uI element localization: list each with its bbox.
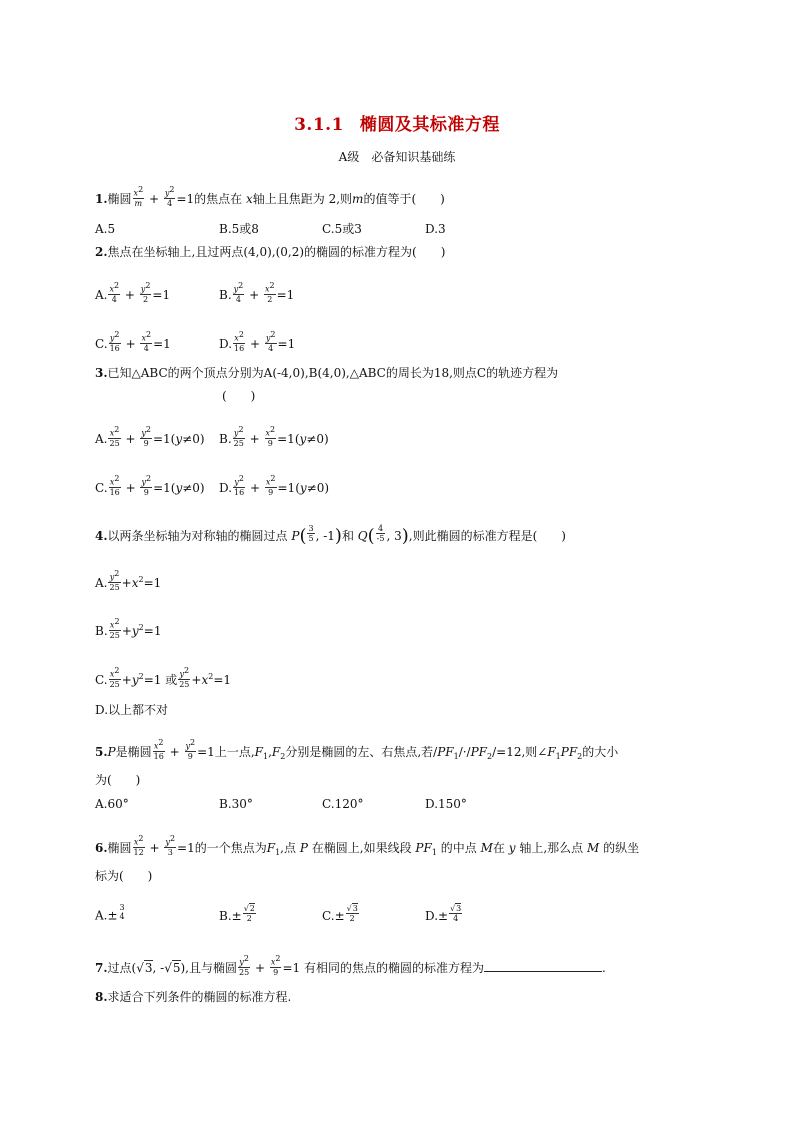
- q1-option-c: C.5或3: [322, 222, 362, 236]
- question-1: 1.椭圆 $\frac{x^2}{m}$ + $\frac{y^2}{4}$ =1的焦点在 x轴上且焦距为 2,则m的值等于( ): [95, 185, 445, 208]
- q4-option-c: C. $\frac{x^2}{25}$ $+y^2=1$ 或 $\frac{y^2}{25}$ $+x^2=1$: [95, 666, 232, 689]
- q5-option-a: A.60°: [95, 797, 129, 811]
- question-4: 4.以两条坐标轴为对称轴的椭圆过点 P( $\frac{3}{5}$ , -1)和 Q( $\frac{4}{-5}$ , 3),则此椭圆的标准方程是( ): [95, 524, 566, 547]
- q2-option-a: A. $\frac{x^2}{4}$ + $\frac{y^2}{2}$ =1: [95, 281, 171, 304]
- question-7: 7.过点(√3, -√5),且与椭圆 $\frac{y^2}{25}$ + $\frac{x^2}{9}$ =1 有相同的焦点的椭圆的标准方程为 .: [95, 954, 606, 977]
- q5-option-c: C.120°: [322, 797, 364, 811]
- question-2: 2.焦点在坐标轴上,且过两点(4,0),(0,2)的椭圆的标准方程为( ): [95, 245, 446, 259]
- q6-option-a: A.± 3 4: [95, 903, 125, 923]
- q5-option-b: B.30°: [219, 797, 253, 811]
- q2-option-c: C. $\frac{y^2}{16}$ + $\frac{x^2}{4}$ =1: [95, 330, 171, 353]
- section-subtitle: A级 必备知识基础练: [338, 150, 456, 164]
- question-3: 3.已知△ABC的两个顶点分别为A(-4,0),B(4,0),△ABC的周长为18,则点C的轨迹方程为: [95, 366, 559, 380]
- q6-option-d: D.± $\frac{√3}{4}$: [425, 904, 462, 923]
- q1-option-b: B.5或8: [219, 222, 259, 236]
- q1-option-a: A.5: [95, 222, 116, 236]
- q4-option-a: A. $\frac{y^2}{25}$ $+x^2=1$: [95, 569, 162, 592]
- q5-option-d: D.150°: [425, 797, 467, 811]
- question-8: 8.求适合下列条件的椭圆的标准方程.: [95, 990, 292, 1004]
- q2-option-b: B. $\frac{y^2}{4}$ + $\frac{x^2}{2}$ =1: [219, 281, 295, 304]
- answer-blank[interactable]: [484, 959, 602, 972]
- question-5-cont: 为( ): [95, 773, 141, 787]
- question-3-paren: ( ): [222, 389, 256, 403]
- page-title: 3.1.1 椭圆及其标准方程: [294, 115, 500, 135]
- q2-option-d: D. $\frac{x^2}{16}$ + $\frac{y^2}{4}$ =1: [219, 330, 296, 353]
- q6-option-c: C.± $\frac{√3}{2}$: [322, 904, 358, 923]
- q3-option-c: C. $\frac{x^2}{16}$ + $\frac{y^2}{9}$ =1(y≠0): [95, 474, 205, 497]
- q6-option-b: B.± $\frac{√2}{2}$: [219, 904, 255, 923]
- question-6: 6.椭圆 $\frac{x^2}{12}$ + $\frac{y^2}{3}$ =1的一个焦点为$F_1$,点 P 在椭圆上,如果线段 $PF_1$ 的中点 M在 y 轴上,那么点 M 的纵坐: [95, 834, 640, 858]
- q3-option-d: D. $\frac{y^2}{16}$ + $\frac{x^2}{9}$ =1(y≠0): [219, 474, 330, 497]
- question-6-cont: 标为( ): [95, 869, 153, 883]
- q4-option-d: D.以上都不对: [95, 703, 169, 717]
- q3-option-b: B. $\frac{y^2}{25}$ + $\frac{x^2}{9}$ =1(y≠0): [219, 425, 329, 448]
- question-5: 5.P是椭圆 $\frac{x^2}{16}$ + $\frac{y^2}{9}$ =1上一点$,F_1,F_2$分别是椭圆的左、右焦点,若$/PF_1/\cdot/PF_2/=12$,则$\angle F_1PF_2$的大小: [95, 738, 619, 762]
- q1-option-d: D.3: [425, 222, 446, 236]
- q3-option-a: A. $\frac{x^2}{25}$ + $\frac{y^2}{9}$ =1(y≠0): [95, 425, 205, 448]
- q4-option-b: B. $\frac{x^2}{25}$ $+y^2=1$: [95, 617, 162, 640]
